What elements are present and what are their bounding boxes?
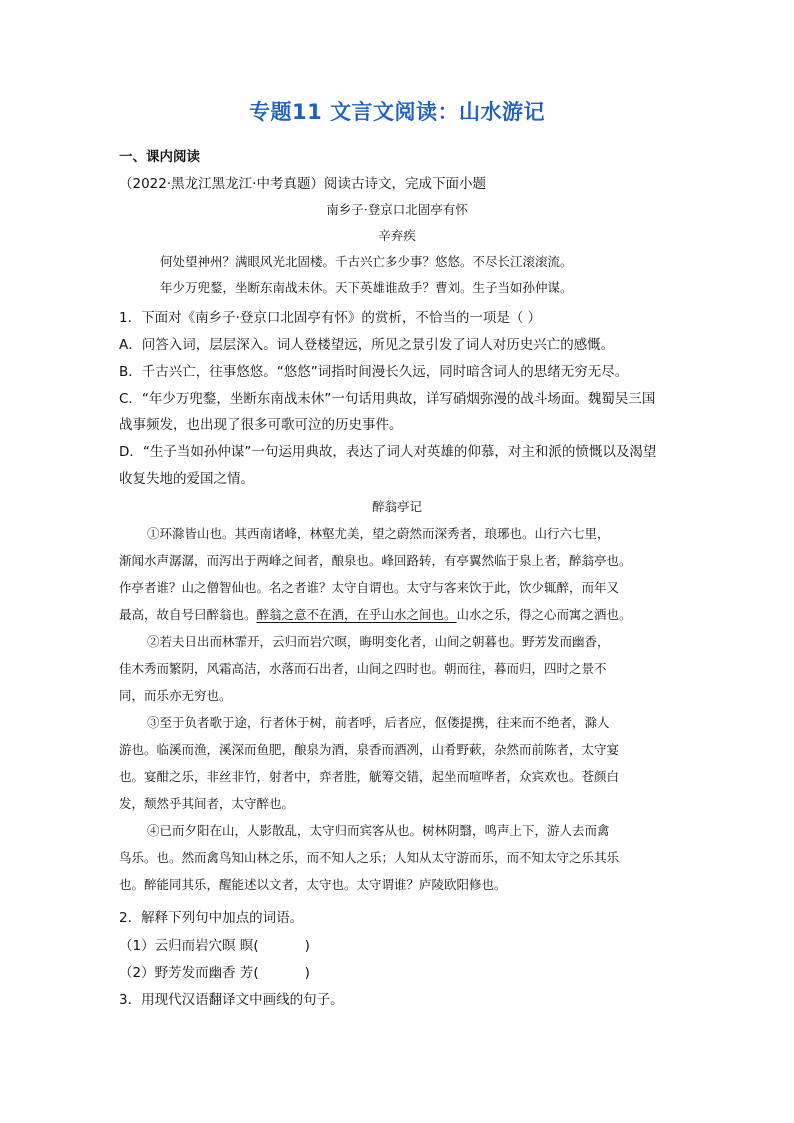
poem-line: 年少万兜鍪，坐断东南战未休。天下英雄谁敌手？曹刘。生子当如孙仲谋。 <box>160 280 573 295</box>
close-paren: ) <box>304 965 310 981</box>
option-d-continued: 收复失地的爱国之情。 <box>119 471 254 487</box>
prose-line: 发，颓然乎其间者，太守醉也。 <box>119 796 295 811</box>
option-c-continued: 战事频发，也出现了很多可歌可泣的历史事件。 <box>119 417 403 433</box>
item-text: （1）云归而岩穴暝 暝( <box>119 938 259 954</box>
question-2-item <box>119 934 310 954</box>
question-1-stem: 1．下面对《南乡子·登京口北固亭有怀》的赏析，不恰当的一项是（ ） <box>119 310 542 326</box>
prose-line: 同，而乐亦无穷也。 <box>119 688 232 703</box>
option-b: B．千古兴亡，往事悠悠。“悠悠”词指时间漫长久远，同时暗含词人的思绪无穷无尽。 <box>119 364 629 380</box>
prose-line: 也。宴酣之乐，非丝非竹，射者中，弈者胜，觥筹交错，起坐而喧哗者，众宾欢也。苍颜白 <box>119 769 620 784</box>
option-c: C．“年少万兜鍪，坐断东南战未休”一句话用典故，详写硝烟弥漫的战斗场面。魏蜀吴三国 <box>119 391 656 407</box>
item-text: （2）野芳发而幽香 芳( <box>119 965 259 981</box>
question-2-item <box>119 961 310 981</box>
prose-text: 山水之乐，得之心而寓之酒也。 <box>456 607 632 622</box>
poem-line: 何处望神州？满眼风光北固楼。千古兴亡多少事？悠悠。不尽长江滚滚流。 <box>160 254 573 269</box>
prose-line: ④已而夕阳在山，人影散乱，太守归而宾客从也。树林阴翳，鸣声上下，游人去而禽 <box>147 823 610 838</box>
prose-line: 佳木秀而繁阴，风霜高洁，水落而石出者，山间之四时也。朝而往，暮而归，四时之景不 <box>119 661 607 676</box>
prose-line: ③至于负者歌于途，行者休于树，前者呼，后者应，伛偻提携，往来而不绝者，滁人 <box>147 715 610 730</box>
prose-line: 作亭者谁？山之僧智仙也。名之者谁？太守自谓也。太守与客来饮于此，饮少辄醉，而年又 <box>119 580 620 595</box>
prose-text: 最高，故自号曰醉翁也。 <box>119 607 257 622</box>
page-title: 专题11 文言文阅读：山水游记 <box>248 100 546 124</box>
prose-line: 游也。临溪而渔，溪深而鱼肥，酿泉为酒，泉香而酒冽，山肴野蔌，杂然而前陈者，太守宴 <box>119 742 620 757</box>
source-note: （2022·黑龙江黑龙江·中考真题）阅读古诗文，完成下面小题 <box>119 176 486 192</box>
section-heading: 一、课内阅读 <box>119 149 200 165</box>
prose-line: ①环滁皆山也。其西南诸峰，林壑尤美，望之蔚然而深秀者，琅琊也。山行六七里， <box>147 526 610 541</box>
prose-line <box>119 605 632 623</box>
prose-line: 渐闻水声潺潺，而泻出于两峰之间者，酿泉也。峰回路转，有亭翼然临于泉上者，醉翁亭也。 <box>119 553 632 568</box>
prose-title: 醉翁亭记 <box>371 499 422 514</box>
prose-line: ②若夫日出而林霏开，云归而岩穴暝，晦明变化者，山间之朝暮也。野芳发而幽香， <box>147 634 610 649</box>
prose-line: 也。醉能同其乐，醒能述以文者，太守也。太守谓谁？庐陵欧阳修也。 <box>119 877 507 892</box>
prose-line: 鸟乐。也。然而禽鸟知山林之乐，而不知人之乐；人知从太守游而乐，而不知太守之乐其乐 <box>119 850 620 865</box>
close-paren: ) <box>304 938 310 954</box>
underlined-sentence: 醉翁之意不在酒，在乎山水之间也。 <box>256 607 457 622</box>
question-2-stem: 2．解释下列句中加点的词语。 <box>119 910 304 926</box>
question-3-stem: 3．用现代汉语翻译文中画线的句子。 <box>119 992 344 1008</box>
poem-title: 南乡子·登京口北固亭有怀 <box>326 202 468 217</box>
poem-author: 辛弃疾 <box>378 228 416 243</box>
option-a: A．问答入词，层层深入。词人登楼望远，所见之景引发了词人对历史兴亡的感慨。 <box>119 337 615 353</box>
option-d: D．“生子当如孙仲谋”一句运用典故，表达了词人对英雄的仰慕，对主和派的愤慨以及渴望 <box>119 444 657 460</box>
